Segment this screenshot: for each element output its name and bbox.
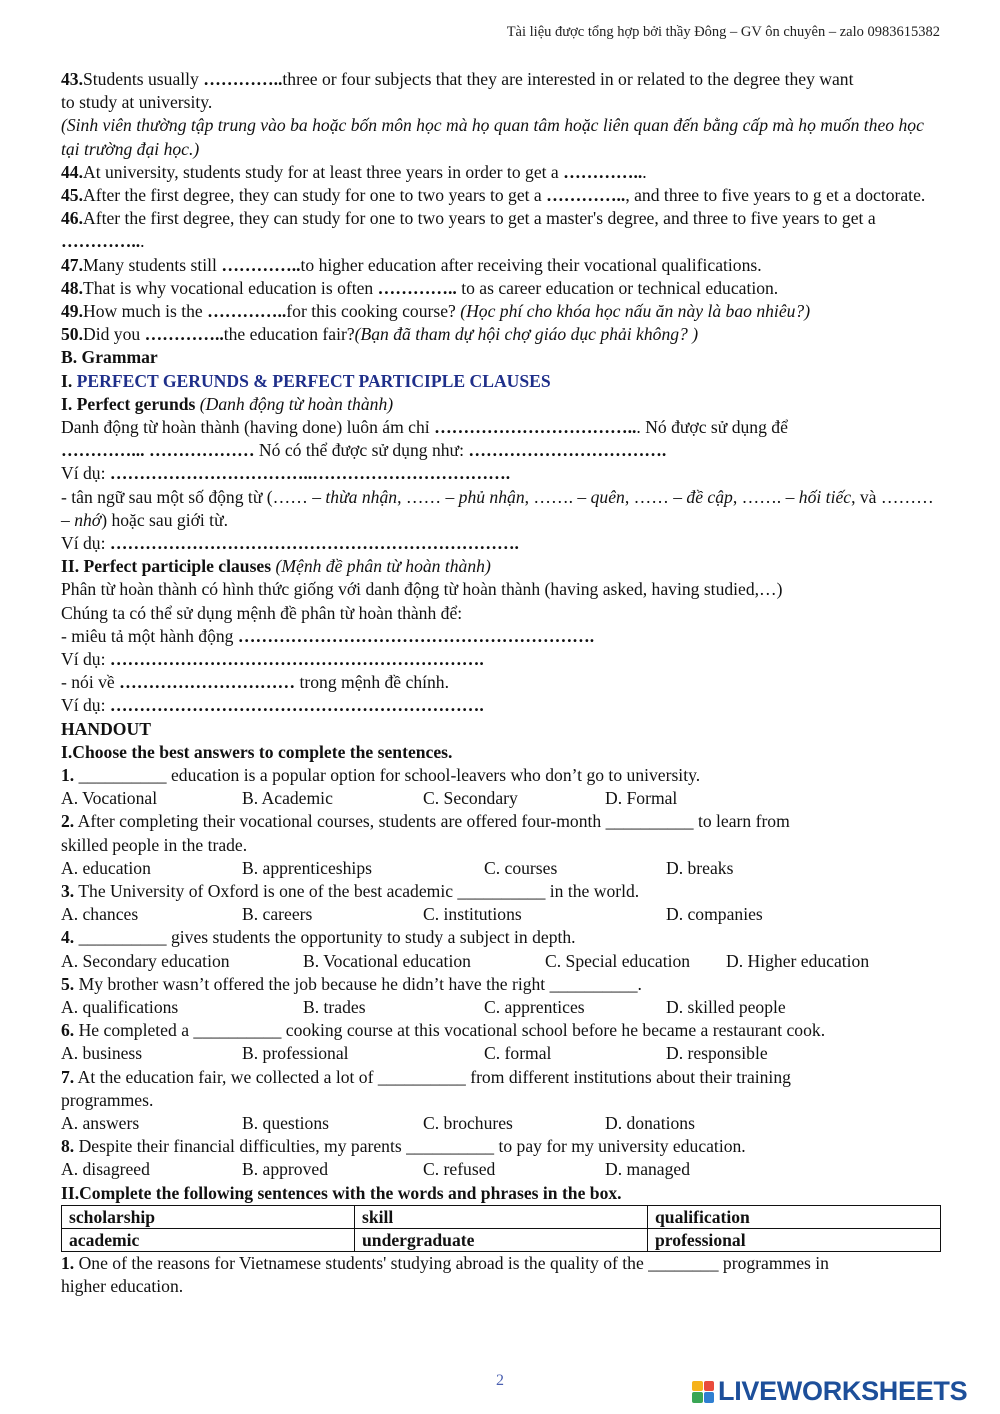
mcq-options-3 xyxy=(61,903,941,926)
perfect-gerunds-line-3: - tân ngữ sau một số động từ (…… – thừa nhận, …… – phủ nhận, ……. – quên, …… – đề cập, ……. – hối tiếc, và ……… – nhớ) hoặc sau giới từ. xyxy=(61,486,934,530)
grammar-heading: B. Grammar xyxy=(61,347,158,368)
mcq-question-8: 8. Despite their financial difficulties, my parents __________ to pay for my university education. xyxy=(61,1136,746,1157)
option-b[interactable]: B. careers xyxy=(242,904,313,925)
mcq-question-5: 5. My brother wasn’t offered the job because he didn’t have the right __________. xyxy=(61,973,642,994)
option-a[interactable]: A. answers xyxy=(61,1113,140,1134)
option-c[interactable]: C. Secondary xyxy=(423,788,518,809)
perfect-participle-line-3: - miêu tả một hành động ……………………………………………………. xyxy=(61,625,595,646)
perfect-gerunds-line-1: Danh động từ hoàn thành (having done) luôn ám chỉ ……………………………... Nó được sử dụng để xyxy=(61,417,788,438)
fill-question-1: 1. One of the reasons for Vietnamese students' studying abroad is the quality of the ________ programmes in xyxy=(61,1252,829,1273)
mcq-options-4 xyxy=(61,950,941,973)
mcq-options-6 xyxy=(61,1042,941,1065)
liveworksheets-logo-text: LIVEWORKSHEETS xyxy=(718,1376,968,1406)
option-b[interactable]: B. professional xyxy=(242,1043,349,1064)
vocab-question-43: 43.Students usually …………..three or four subjects that they are interested in or related to the degree they want xyxy=(61,69,854,89)
vocab-question-43-translation: (Sinh viên thường tập trung vào ba hoặc bốn môn học mà họ quan tâm hoặc liên quan đến bằng cấp mà họ muốn theo học tại trường đại học.) xyxy=(61,115,924,159)
vocab-question-48: 48.That is why vocational education is often ………….. to as career education or technical education. xyxy=(61,277,779,298)
option-a[interactable]: A. disagreed xyxy=(61,1159,150,1180)
mcq-question-3: 3. The University of Oxford is one of the best academic __________ in the world. xyxy=(61,881,640,902)
worksheet-content xyxy=(61,68,941,1298)
example-line-2: Ví dụ: ……………………………………………………………. xyxy=(61,533,519,554)
option-d[interactable]: D. companies xyxy=(666,904,763,925)
option-b[interactable]: B. questions xyxy=(242,1113,329,1134)
part-i-title: I.Choose the best answers to complete the sentences. xyxy=(61,741,453,762)
vocab-question-43-cont: to study at university. xyxy=(61,92,213,113)
option-b[interactable]: B. trades xyxy=(303,997,366,1018)
word-box-row xyxy=(62,1205,941,1228)
option-c[interactable]: C. brochures xyxy=(423,1113,513,1134)
liveworksheets-logo-icon xyxy=(692,1381,714,1403)
word-box-cell: academic xyxy=(62,1228,355,1251)
option-c[interactable]: C. courses xyxy=(484,857,558,878)
mcq-question-7: 7. At the education fair, we collected a lot of __________ from different institutions about their training xyxy=(61,1066,791,1087)
page-header: Tài liệu được tổng hợp bởi thầy Đông – GV ôn chuyên – zalo 0983615382 xyxy=(506,24,940,40)
option-a[interactable]: A. education xyxy=(61,857,151,878)
vocab-question-50: 50.Did you …………..the education fair?(Bạn đã tham dự hội chợ giáo dục phải không? ) xyxy=(61,324,699,345)
option-d[interactable]: D. Formal xyxy=(605,788,678,809)
option-d[interactable]: D. breaks xyxy=(666,857,734,878)
mcq-options-1 xyxy=(61,787,941,810)
handout-heading: HANDOUT xyxy=(61,718,151,739)
mcq-options-7 xyxy=(61,1112,941,1135)
mcq-question-2-cont: skilled people in the trade. xyxy=(61,834,248,855)
option-c[interactable]: C. apprentices xyxy=(484,997,585,1018)
option-d[interactable]: D. skilled people xyxy=(666,997,786,1018)
option-a[interactable]: A. business xyxy=(61,1043,143,1064)
liveworksheets-logo xyxy=(692,1376,967,1407)
option-d[interactable]: D. responsible xyxy=(666,1043,768,1064)
mcq-options-5 xyxy=(61,996,941,1019)
mcq-question-7-cont: programmes. xyxy=(61,1089,154,1110)
option-a[interactable]: A. Vocational xyxy=(61,788,158,809)
option-a[interactable]: A. chances xyxy=(61,904,139,925)
word-box-cell: professional xyxy=(648,1228,941,1251)
vocab-question-46: 46.After the first degree, they can study for one to two years to get a master's degree, and three to five years to get a …………... xyxy=(61,208,876,252)
perfect-participle-line-2: Chúng ta có thể sử dụng mệnh đề phân từ hoàn thành để: xyxy=(61,602,463,623)
option-b[interactable]: B. Academic xyxy=(242,788,333,809)
fill-question-1-cont: higher education. xyxy=(61,1276,184,1297)
grammar-section-title: I. PERFECT GERUNDS & PERFECT PARTICIPLE CLAUSES xyxy=(61,370,551,391)
option-d[interactable]: D. donations xyxy=(605,1113,695,1134)
option-b[interactable]: B. apprenticeships xyxy=(242,857,372,878)
option-c[interactable]: C. formal xyxy=(484,1043,552,1064)
vocab-question-44: 44.At university, students study for at least three years in order to get a …………... xyxy=(61,161,647,182)
option-b[interactable]: B. Vocational education xyxy=(303,950,471,971)
word-box xyxy=(61,1205,941,1252)
word-box-cell: scholarship xyxy=(62,1205,355,1228)
word-box-cell: skill xyxy=(355,1205,648,1228)
option-d[interactable]: D. Higher education xyxy=(726,950,870,971)
perfect-participle-line-4: - nói về ………………………… trong mệnh đề chính. xyxy=(61,672,450,693)
mcq-options-2 xyxy=(61,857,941,880)
part-ii-title: II.Complete the following sentences with the words and phrases in the box. xyxy=(61,1182,622,1203)
mcq-question-6: 6. He completed a __________ cooking course at this vocational school before he became a restaurant cook. xyxy=(61,1020,826,1041)
mcq-question-4: 4. __________ gives students the opportunity to study a subject in depth. xyxy=(61,927,576,948)
option-a[interactable]: A. qualifications xyxy=(61,997,179,1018)
perfect-participle-title: II. Perfect participle clauses (Mệnh đề phân từ hoàn thành) xyxy=(61,556,491,577)
example-line-1: Ví dụ: ……………………………..……………………………. xyxy=(61,463,511,484)
word-box-cell: qualification xyxy=(648,1205,941,1228)
option-a[interactable]: A. Secondary education xyxy=(61,950,230,971)
option-b[interactable]: B. approved xyxy=(242,1159,328,1180)
vocab-question-49: 49.How much is the …………..for this cooking course? (Học phí cho khóa học nấu ăn này là bao nhiêu?) xyxy=(61,301,811,322)
vocab-question-47: 47.Many students still …………..to higher education after receiving their vocational qualifications. xyxy=(61,254,762,275)
word-box-cell: undergraduate xyxy=(355,1228,648,1251)
word-box-row xyxy=(62,1228,941,1251)
option-c[interactable]: C. Special education xyxy=(545,950,691,971)
example-line-4: Ví dụ: ………………………………………………………. xyxy=(61,695,484,716)
perfect-gerunds-line-2: …………... ……………… Nó có thể được sử dụng như: ……………………………. xyxy=(61,440,667,461)
mcq-options-8 xyxy=(61,1158,941,1181)
mcq-question-1: 1. __________ education is a popular option for school-leavers who don’t go to university. xyxy=(61,765,701,786)
perfect-participle-line-1: Phân từ hoàn thành có hình thức giống với danh động từ hoàn thành (having asked, having studied,…) xyxy=(61,579,783,600)
mcq-question-2: 2. After completing their vocational courses, students are offered four-month __________ to learn from xyxy=(61,811,790,832)
perfect-gerunds-title: I. Perfect gerunds (Danh động từ hoàn thành) xyxy=(61,393,394,414)
example-line-3: Ví dụ: ………………………………………………………. xyxy=(61,649,484,670)
vocab-question-45: 45.After the first degree, they can study for one to two years to get a ………….., and three to five years to g et a doctorate. xyxy=(61,185,926,206)
option-c[interactable]: C. refused xyxy=(423,1159,496,1180)
option-d[interactable]: D. managed xyxy=(605,1159,691,1180)
option-c[interactable]: C. institutions xyxy=(423,904,522,925)
page-number: 2 xyxy=(496,1372,504,1389)
